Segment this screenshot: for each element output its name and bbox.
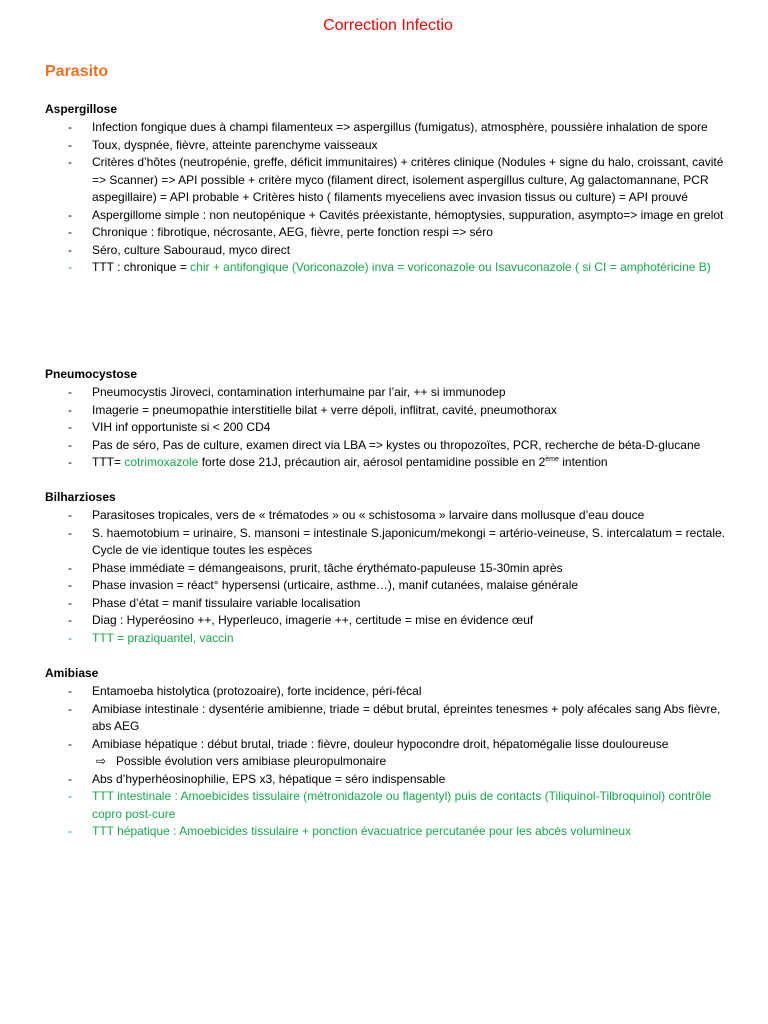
heading-pneumocystose: Pneumocystose (45, 367, 138, 381)
bilharzioses-list (0, 507, 768, 647)
list-item: - Phase immédiate = démangeaisons, prurit, tâche érythémato-papuleuse 15-30min après (68, 560, 563, 575)
list-item: - Pneumocystis Jiroveci, contamination interhumaine par l’air, ++ si immunodep (68, 385, 506, 399)
arrow-icon: ⇨ (96, 754, 107, 768)
list-item: - Diag : Hyperéosino ++, Hyperleuco, imagerie ++, certitude = mise en évidence œuf (68, 613, 534, 627)
aspergillose-list (0, 119, 768, 277)
list-item: - Critères d’hôtes (neutropénie, greffe, déficit immunitaires) + critères clinique (Nodules + signe du halo, croissant, cavité => Scanner) => API possible + critère myco (filament direct, isolement aspergillus culture, Ag galactomannane, PCR aspegillaire) = API probable + Critères histo ( filaments myeceliens avec invasion tissus ou culture) = API prouvé (68, 155, 724, 204)
list-item: - Infection fongique dues à champi filamenteux => aspergillus (fumigatus), atmosphère, poussière inhalation de spore (68, 120, 708, 134)
document-title: Correction Infectio (323, 17, 453, 34)
list-item: - Abs d’hyperhéosinophilie, EPS x3, hépatique = séro indispensable (68, 771, 446, 786)
list-item-treatment: - TTT intestinale : Amoebicides tissulaire (métronidazole ou flagentyl) puis de contacts (Tiliquinol-Tilbroquinol) contrôle copro post-cure (68, 789, 712, 821)
heading-amibiase: Amibiase (45, 666, 99, 680)
list-item: - Aspergillome simple : non neutopénique + Cavités préexistante, hémoptysies, suppuration, asympto=> image en grelot (68, 207, 724, 222)
list-item: - Toux, dyspnée, fièvre, atteinte parenchyme vaisseaux (68, 137, 378, 152)
list-item: - Phase d’état = manif tissulaire variable localisation (68, 595, 361, 610)
list-item: - Amibiase hépatique : début brutal, triade : fièvre, douleur hypocondre droit, hépatomégalie lisse douloureuse (68, 736, 669, 751)
list-item-treatment: - TTT hépatique : Amoebicides tissulaire + ponction évacuatrice percutanée pour les abcès volumineux (68, 824, 632, 838)
heading-bilharzioses: Bilharzioses (45, 490, 116, 504)
list-item: - Chronique : fibrotique, nécrosante, AEG, fièvre, perte fonction respi => séro (68, 225, 493, 239)
pneumocystose-list (0, 384, 768, 472)
list-item: - Séro, culture Sabouraud, myco direct (68, 242, 291, 257)
amibiase-list (0, 683, 768, 841)
list-item: - Parasitoses tropicales, vers de « trématodes » ou « schistosoma » larvaire dans mollusque d’eau douce (68, 508, 645, 522)
section-heading-parasito: Parasito (45, 63, 109, 80)
list-item-treatment: - TTT : chronique = chir + antifongique (Voriconazole) inva = voriconazole ou Isavuconazole ( si CI = amphotéricine B) (68, 260, 711, 274)
list-item: - Entamoeba histolytica (protozoaire), forte incidence, péri-fécal (68, 684, 422, 698)
list-item: - S. haemotobium = urinaire, S. mansoni = intestinale S.japonicum/mekongi = artério-veineuse, S. intercalatum = rectale. Cycle de vie identique toutes les espèces (68, 525, 725, 557)
list-item-treatment: - TTT = praziquantel, vaccin (68, 630, 234, 645)
list-item: - Imagerie = pneumopathie interstitielle bilat + verre dépoli, inflitrat, cavité, pneumothorax (68, 402, 557, 417)
list-item-treatment: - TTT= cotrimoxazole forte dose 21J, précaution air, aérosol pentamidine possible en 2ème intention (68, 455, 608, 469)
list-item-sub: ⇨ Possible évolution vers amibiase pleuropulmonaire (0, 753, 768, 771)
list-item: - Amibiase intestinale : dysentérie amibienne, triade = début brutal, épreintes tenesmes + poly afécales sang Abs fièvre, abs AEG (68, 701, 721, 733)
heading-aspergillose: Aspergillose (45, 102, 118, 116)
list-item: - Pas de séro, Pas de culture, examen direct via LBA => kystes ou thropozoïtes, PCR, recherche de béta-D-glucane (68, 437, 701, 452)
list-item: - VIH inf opportuniste si < 200 CD4 (68, 420, 271, 434)
list-item: - Phase invasion = réact° hypersensi (urticaire, asthme…), manif cutanées, malaise générale (68, 578, 579, 592)
